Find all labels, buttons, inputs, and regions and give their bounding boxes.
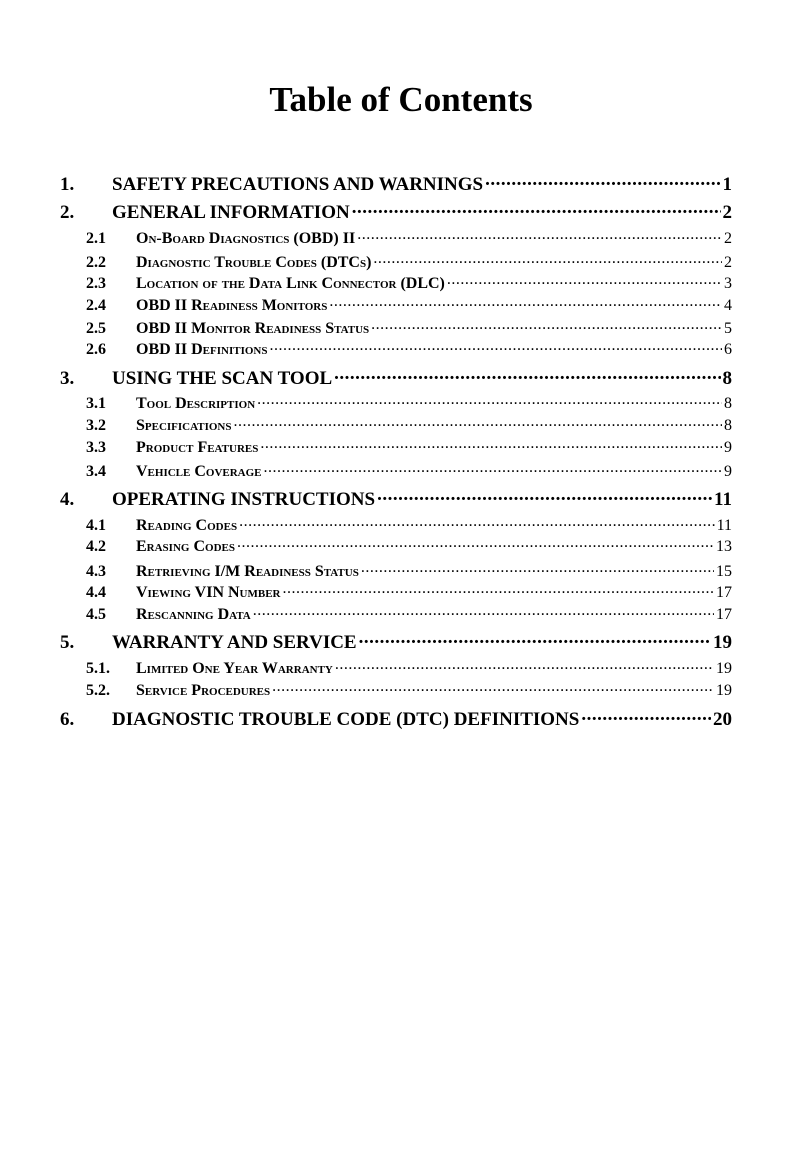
toc-entry[interactable] <box>86 535 732 556</box>
toc-page-number: 2 <box>724 230 732 247</box>
toc-page-number: 6 <box>724 341 732 358</box>
toc-entry[interactable] <box>86 227 732 248</box>
toc-number: 4.4 <box>86 584 106 601</box>
toc-entry[interactable] <box>86 460 732 481</box>
toc-number: 5. <box>60 632 75 653</box>
toc-title: USING THE SCAN TOOL <box>112 368 333 389</box>
dot-leader <box>239 514 715 530</box>
toc-title: Diagnostic Trouble Codes (DTCs) <box>136 254 372 271</box>
toc-entry[interactable] <box>86 338 732 359</box>
toc-title: WARRANTY AND SERVICE <box>112 632 357 653</box>
toc-page-number: 2 <box>722 202 732 223</box>
toc-title: Retrieving I/M Readiness Status <box>136 563 359 580</box>
toc-entry[interactable] <box>86 514 732 535</box>
toc-number: 2.6 <box>86 341 106 358</box>
toc-number: 2.2 <box>86 254 106 271</box>
dot-leader <box>234 414 723 430</box>
toc-number: 3.4 <box>86 463 106 480</box>
toc-title: OBD II Definitions <box>136 341 268 358</box>
toc-title: DIAGNOSTIC TROUBLE CODE (DTC) DEFINITIONS <box>112 709 580 730</box>
toc-entry[interactable] <box>60 171 732 196</box>
dot-leader <box>335 657 714 673</box>
toc-number: 4.1 <box>86 517 106 534</box>
toc-entry[interactable] <box>86 603 732 624</box>
toc-number: 2. <box>60 202 75 223</box>
toc-page-number: 13 <box>716 538 732 555</box>
dot-leader <box>377 486 712 505</box>
toc-number: 5.2. <box>86 682 110 699</box>
toc-title: OBD II Monitor Readiness Status <box>136 320 370 337</box>
toc-number: 5.1. <box>86 660 110 677</box>
toc-number: 4.3 <box>86 563 106 580</box>
dot-leader <box>581 706 711 725</box>
toc-title: Rescanning Data <box>136 606 251 623</box>
dot-leader <box>237 535 714 551</box>
toc-title: Limited One Year Warranty <box>136 660 333 677</box>
toc-page-number: 8 <box>724 395 732 412</box>
toc-page-number: 3 <box>724 275 732 292</box>
toc-title: OBD II Readiness Monitors <box>136 297 328 314</box>
toc-entry[interactable] <box>86 657 732 678</box>
toc-entry[interactable] <box>60 199 732 224</box>
toc-page-number: 2 <box>724 254 732 271</box>
toc-page-number: 11 <box>714 489 732 510</box>
toc-title: Service Procedures <box>136 682 271 699</box>
toc-page-number: 19 <box>713 632 732 653</box>
toc-number: 3.1 <box>86 395 106 412</box>
toc-entry[interactable] <box>60 706 732 731</box>
toc-title: Vehicle Coverage <box>136 463 262 480</box>
toc-title: Erasing Codes <box>136 538 235 555</box>
toc-entry[interactable] <box>86 414 732 435</box>
dot-leader <box>329 294 722 310</box>
dot-leader <box>283 581 715 597</box>
toc-entry[interactable] <box>86 392 732 413</box>
toc-title: Viewing VIN Number <box>136 584 281 601</box>
toc-page-number: 11 <box>716 517 732 534</box>
toc-entry[interactable] <box>86 294 732 315</box>
toc-page-number: 17 <box>716 606 732 623</box>
toc-title: Tool Description <box>136 395 256 412</box>
dot-leader <box>447 272 722 288</box>
toc-entry[interactable] <box>86 436 732 457</box>
toc-page-number: 1 <box>722 174 732 195</box>
toc-number: 4. <box>60 489 75 510</box>
toc-title: Product Features <box>136 439 259 456</box>
toc-entry[interactable] <box>60 629 732 654</box>
toc-entry[interactable] <box>86 679 732 700</box>
toc-entry[interactable] <box>60 365 732 390</box>
toc-title: GENERAL INFORMATION <box>112 202 350 223</box>
dot-leader <box>334 365 720 384</box>
toc-number: 3.2 <box>86 417 106 434</box>
dot-leader <box>257 392 722 408</box>
dot-leader <box>357 227 722 243</box>
toc-title: Reading Codes <box>136 517 238 534</box>
toc-entry[interactable] <box>86 251 732 272</box>
toc-number: 4.2 <box>86 538 106 555</box>
toc-number: 2.4 <box>86 297 106 314</box>
toc-page-number: 17 <box>716 584 732 601</box>
toc-title: Location of the Data Link Connector (DLC) <box>136 275 445 292</box>
dot-leader <box>269 338 722 354</box>
dot-leader <box>272 679 714 695</box>
dot-leader <box>361 560 714 576</box>
toc-entry[interactable] <box>60 486 732 511</box>
dot-leader <box>260 436 722 452</box>
toc-entry[interactable] <box>86 560 732 581</box>
toc-page-number: 15 <box>716 563 732 580</box>
dot-leader <box>373 251 722 267</box>
dot-leader <box>264 460 722 476</box>
toc-number: 3. <box>60 368 75 389</box>
toc-number: 3.3 <box>86 439 106 456</box>
toc-page-number: 5 <box>724 320 732 337</box>
toc-page-number: 9 <box>724 463 732 480</box>
toc-page-number: 19 <box>716 660 732 677</box>
toc-page-number: 9 <box>724 439 732 456</box>
toc-entry[interactable] <box>86 272 732 293</box>
toc-number: 2.3 <box>86 275 106 292</box>
toc-entry[interactable] <box>86 317 732 338</box>
toc-number: 2.5 <box>86 320 106 337</box>
dot-leader <box>485 171 720 190</box>
toc-title: SAFETY PRECAUTIONS AND WARNINGS <box>112 174 484 195</box>
toc-page-number: 8 <box>724 417 732 434</box>
toc-entry[interactable] <box>86 581 732 602</box>
toc-page-number: 4 <box>724 297 732 314</box>
toc-title: Specifications <box>136 417 232 434</box>
toc-title: OPERATING INSTRUCTIONS <box>112 489 376 510</box>
toc-number: 6. <box>60 709 75 730</box>
dot-leader <box>253 603 714 619</box>
toc-page-number: 19 <box>716 682 732 699</box>
toc-number: 1. <box>60 174 75 195</box>
dot-leader <box>359 629 711 648</box>
dot-leader <box>352 199 721 218</box>
dot-leader <box>371 317 722 333</box>
toc-page-number: 8 <box>722 368 732 389</box>
toc-page-number: 20 <box>713 709 732 730</box>
toc-number: 2.1 <box>86 230 106 247</box>
toc-number: 4.5 <box>86 606 106 623</box>
page-title: Table of Contents <box>269 80 533 119</box>
toc-title: On-Board Diagnostics (OBD) II <box>136 230 356 247</box>
